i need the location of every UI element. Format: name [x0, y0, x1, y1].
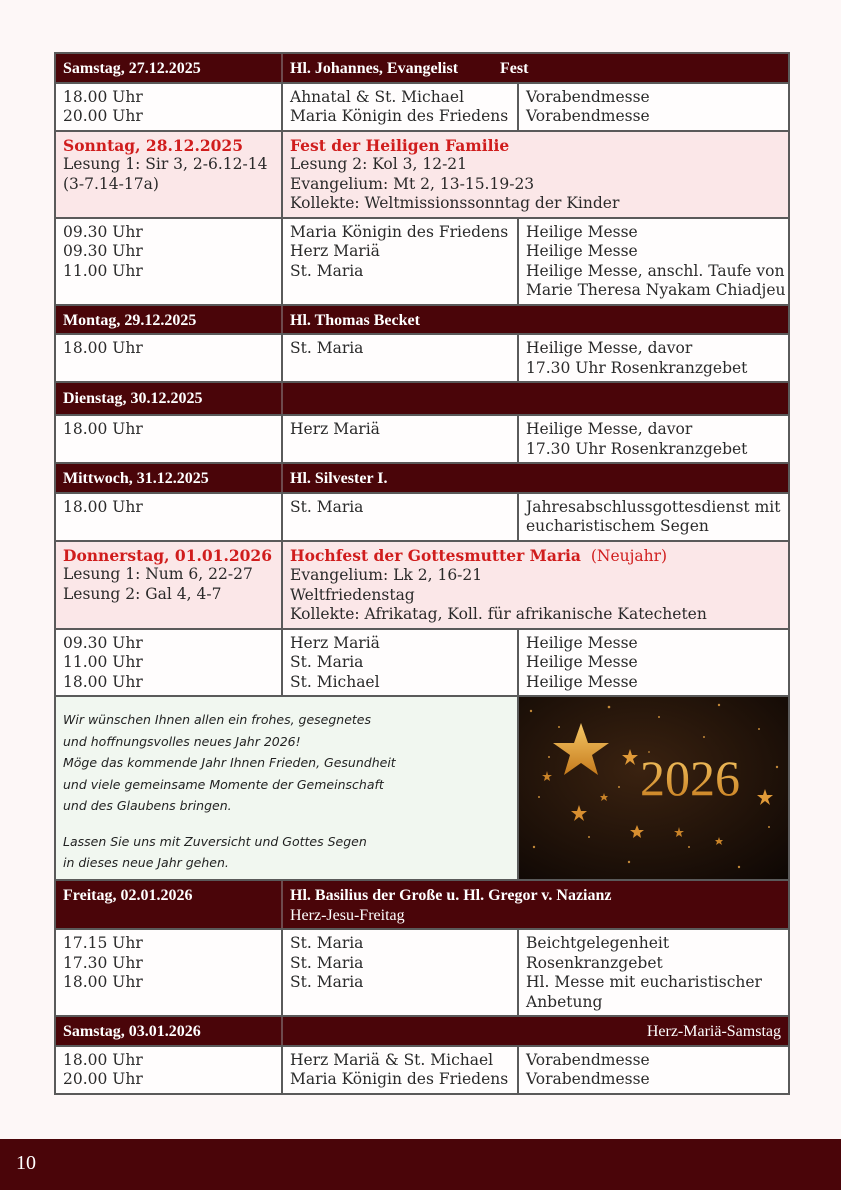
place: St. Maria	[290, 497, 364, 516]
collection: Kollekte: Weltmissionssonntag der Kinder	[290, 194, 620, 212]
service: eucharistischem Segen	[526, 517, 709, 535]
feast-row	[56, 130, 788, 217]
service: Heilige Messe, anschl. Taufe von	[526, 261, 785, 280]
greeting-line: und hoffnungsvolles neues Jahr 2026!	[63, 733, 301, 749]
time: 20.00 Uhr	[63, 1070, 143, 1088]
page-footer	[0, 1139, 841, 1190]
service: Marie Theresa Nyakam Chiadjeu	[526, 281, 786, 299]
service: Vorabendmesse	[526, 1070, 650, 1088]
service: Heilige Messe, davor	[526, 420, 693, 438]
new-year-image	[519, 697, 788, 879]
place: St. Maria	[290, 339, 364, 357]
year-text: 2026	[640, 750, 740, 806]
time: 09.30 Uhr	[63, 222, 143, 241]
time: 17.15 Uhr	[63, 934, 143, 952]
service: Heilige Messe	[526, 633, 638, 652]
service: Vorabendmesse	[526, 107, 650, 125]
schedule-table	[54, 52, 790, 1095]
service-row	[56, 333, 788, 381]
page-number: 10	[16, 1152, 36, 1174]
greeting-line: und viele gemeinsame Momente der Gemeinschaft	[63, 776, 384, 792]
place: Maria Königin des Friedens	[290, 1070, 509, 1088]
reading: Lesung 2: Gal 4, 4-7	[63, 584, 222, 603]
feast-title: Hochfest der Gottesmutter Maria	[290, 545, 581, 565]
greeting-line: in dieses neue Jahr gehen.	[63, 855, 229, 870]
reading: Lesung 1: Num 6, 22-27	[63, 565, 253, 583]
service: Heilige Messe	[526, 653, 638, 671]
saint-sub: Herz-Jesu-Freitag	[290, 906, 405, 924]
date-label: Mittwoch, 31.12.2025	[56, 464, 283, 492]
service: Anbetung	[526, 992, 603, 1011]
date-label: Donnerstag, 01.01.2026	[63, 545, 272, 565]
place: Maria Königin des Friedens	[290, 222, 509, 241]
service: Heilige Messe, davor	[526, 339, 693, 357]
time: 18.00 Uhr	[63, 339, 143, 357]
time: 18.00 Uhr	[63, 973, 143, 991]
day-note: Herz-Mariä-Samstag	[646, 1023, 781, 1040]
service: Hl. Messe mit eucharistischer	[526, 973, 762, 991]
place: St. Maria	[290, 973, 364, 991]
greeting-line: Möge das kommende Jahr Ihnen Frieden, Gesundheit	[63, 755, 396, 770]
feast-row	[56, 540, 788, 628]
time: 18.00 Uhr	[63, 672, 143, 691]
place: St. Maria	[290, 953, 364, 972]
time: 18.00 Uhr	[63, 87, 143, 106]
time: 18.00 Uhr	[63, 1050, 143, 1069]
feast-note: (Neujahr)	[590, 546, 668, 565]
date-label: Sonntag, 28.12.2025	[63, 135, 243, 155]
date-label: Dienstag, 30.12.2025	[56, 383, 283, 414]
greeting-line: Lassen Sie uns mit Zuversicht und Gottes Segen	[63, 833, 367, 849]
place: Herz Mariä	[290, 420, 380, 438]
service: 17.30 Uhr Rosenkranzgebet	[526, 358, 748, 377]
service: Heilige Messe	[526, 222, 638, 241]
saint-name: Hl. Thomas Becket	[290, 311, 420, 329]
day-header	[56, 879, 788, 928]
service-row	[56, 82, 788, 130]
feast-title: Fest der Heiligen Familie	[290, 135, 510, 155]
place: Herz Mariä	[290, 633, 380, 652]
place: Ahnatal & St. Michael	[290, 87, 465, 106]
service-row	[56, 492, 788, 540]
time: 17.30 Uhr	[63, 953, 143, 972]
date-label: Freitag, 02.01.2026	[56, 881, 283, 928]
date-label: Montag, 29.12.2025	[56, 306, 283, 334]
day-header	[56, 1015, 788, 1045]
place: St. Maria	[290, 261, 364, 280]
time: 09.30 Uhr	[63, 242, 143, 260]
greeting-text	[56, 697, 519, 879]
time: 09.30 Uhr	[63, 633, 143, 652]
service: Vorabendmesse	[526, 87, 650, 106]
service: Beichtgelegenheit	[526, 934, 670, 952]
place: Maria Königin des Friedens	[290, 107, 509, 125]
saint-label	[283, 54, 788, 82]
service-row	[56, 928, 788, 1015]
new-year-greeting	[56, 695, 788, 879]
time: 11.00 Uhr	[63, 653, 143, 671]
day-header	[56, 462, 788, 492]
reading: (3-7.14-17a)	[63, 174, 159, 193]
service-row	[56, 1045, 788, 1093]
place: St. Maria	[290, 934, 364, 952]
reading: Lesung 1: Sir 3, 2-6.12-14	[63, 155, 268, 173]
day-header	[56, 304, 788, 334]
service: Heilige Messe	[526, 672, 638, 691]
place: St. Michael	[290, 672, 380, 691]
saint-name: Hl. Silvester I.	[290, 470, 388, 487]
service: Heilige Messe	[526, 242, 638, 260]
service: Rosenkranzgebet	[526, 953, 663, 972]
rank-label: Fest	[500, 60, 529, 77]
reading: Evangelium: Lk 2, 16-21	[290, 566, 483, 584]
place: St. Maria	[290, 653, 364, 671]
time: 18.00 Uhr	[63, 497, 143, 516]
reading: Evangelium: Mt 2, 13-15.19-23	[290, 174, 535, 193]
time: 18.00 Uhr	[63, 420, 143, 438]
saint-name: Hl. Johannes, Evangelist	[290, 60, 459, 77]
service: 17.30 Uhr Rosenkranzgebet	[526, 439, 748, 458]
stars-2026-illustration	[519, 697, 788, 879]
time: 20.00 Uhr	[63, 107, 143, 125]
service: Jahresabschlussgottesdienst mit	[526, 497, 781, 516]
greeting-line: und des Glaubens bringen.	[63, 798, 232, 813]
time: 11.00 Uhr	[63, 261, 143, 280]
collection: Kollekte: Afrikatag, Koll. für afrikanische Katecheten	[290, 605, 707, 623]
place: Herz Mariä & St. Michael	[290, 1050, 494, 1069]
reading: Lesung 2: Kol 3, 12-21	[290, 155, 468, 173]
saint-name-empty	[283, 383, 788, 414]
service: Vorabendmesse	[526, 1050, 650, 1069]
date-label: Samstag, 27.12.2025	[56, 54, 283, 82]
saint-name: Hl. Basilius der Große u. Hl. Gregor v. Nazianz	[290, 887, 612, 904]
observance: Weltfriedenstag	[290, 585, 415, 604]
service-row	[56, 217, 788, 304]
place: Herz Mariä	[290, 242, 380, 260]
day-header	[56, 381, 788, 414]
date-label: Samstag, 03.01.2026	[56, 1017, 283, 1045]
day-header	[56, 54, 788, 82]
greeting-line: Wir wünschen Ihnen allen ein frohes, gesegnetes	[63, 712, 372, 727]
service-row	[56, 414, 788, 462]
service-row	[56, 628, 788, 696]
